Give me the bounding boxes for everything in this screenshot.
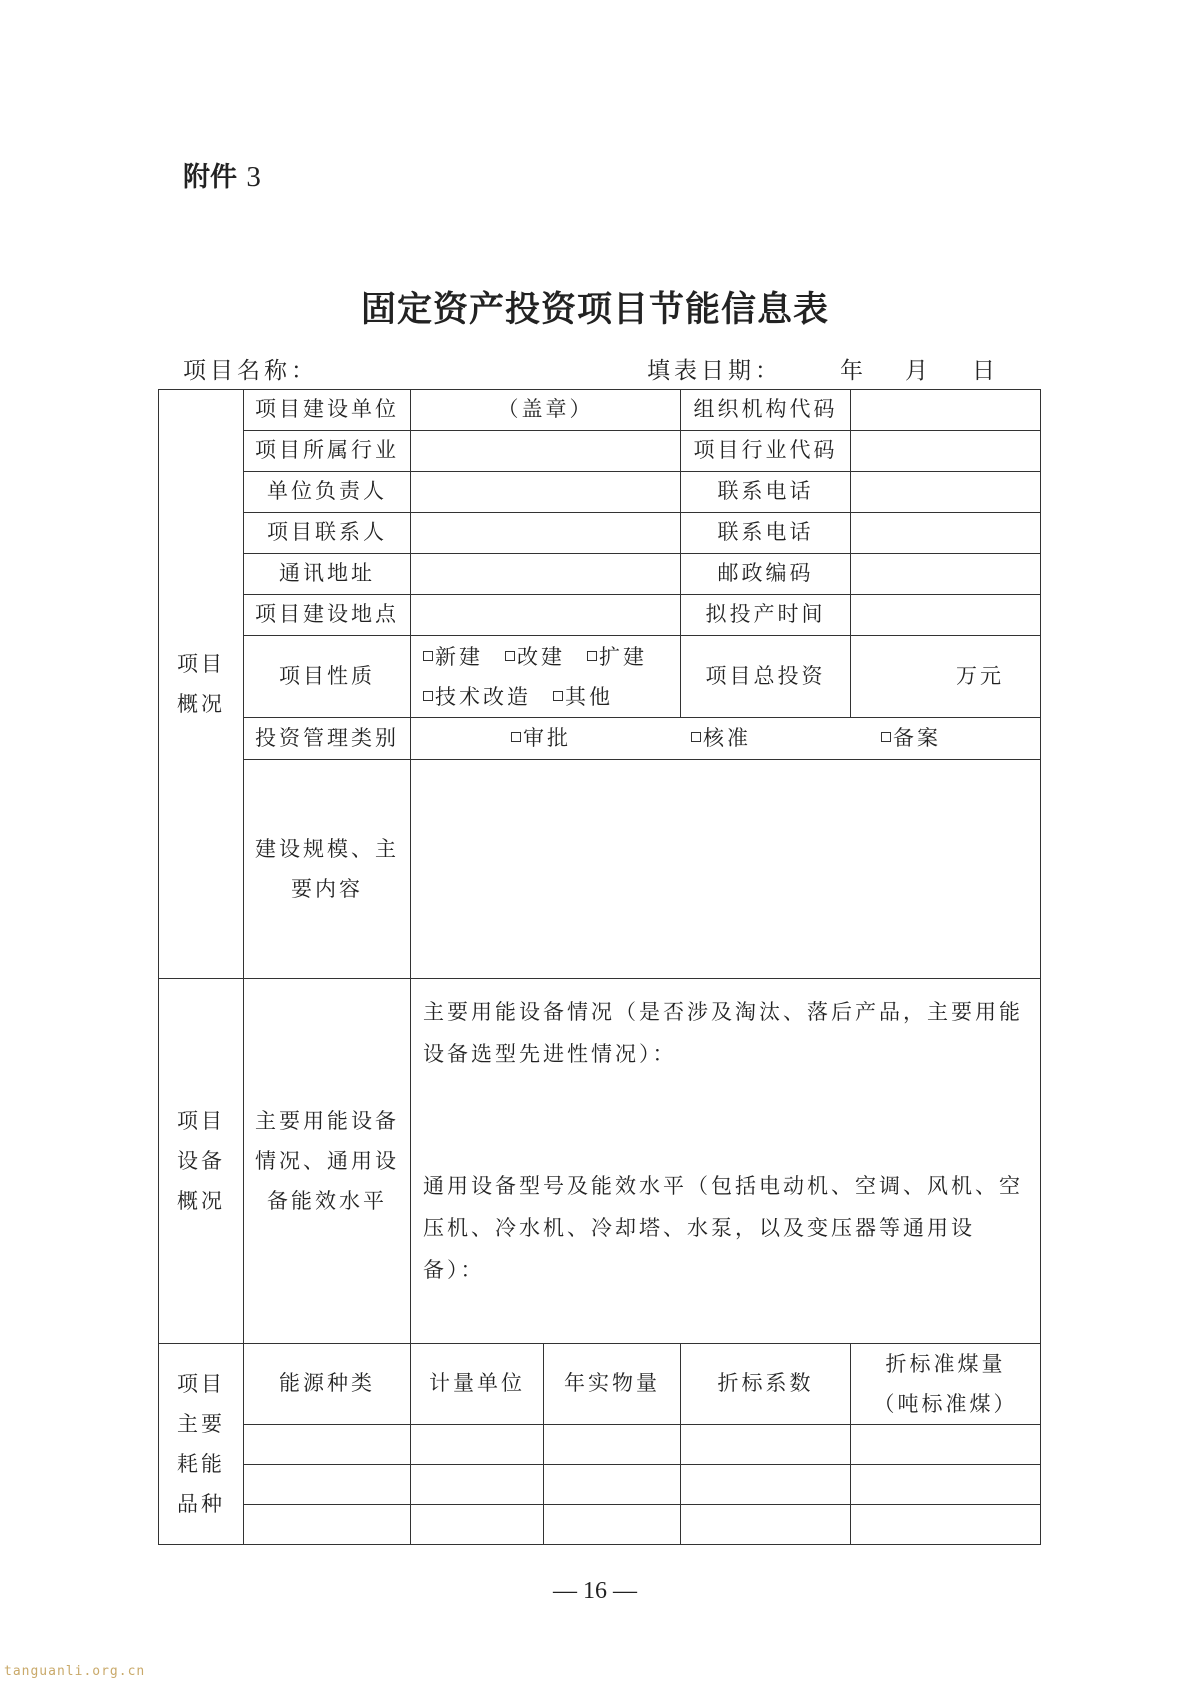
nature-options: [411, 636, 681, 718]
industry-code-field[interactable]: [851, 431, 1041, 472]
checkbox-new[interactable]: 新建: [423, 645, 483, 669]
checkbox-rebuild[interactable]: 改建: [505, 645, 565, 669]
project-name-label: 项目名称：: [183, 358, 318, 384]
equipment-field[interactable]: [411, 979, 1041, 1344]
energy-cell[interactable]: [681, 1505, 851, 1545]
section-energy-label: 项目 主要 耗能 品种: [159, 1344, 244, 1545]
day-label: 日: [972, 358, 999, 384]
person-field[interactable]: [411, 472, 681, 513]
row-energy-header: [159, 1344, 1041, 1425]
checkbox-filing[interactable]: 备案: [881, 726, 941, 750]
factor-header: 折标系数: [681, 1344, 851, 1425]
row-person: [159, 472, 1041, 513]
equipment-text-2: 通用设备型号及能效水平（包括电动机、空调、风机、空 压机、冷水机、冷却塔、水泵，以及变压器等通用设备）：: [423, 1174, 1023, 1282]
address-label: 通讯地址: [244, 554, 411, 595]
energy-cell[interactable]: [244, 1425, 411, 1465]
row-address: [159, 554, 1041, 595]
page-title: 固定资产投资项目节能信息表: [360, 289, 829, 330]
table-row: [159, 1425, 1041, 1465]
equipment-sub-label: 主要用能设备 情况、通用设 备能效水平: [244, 979, 411, 1344]
phone2-field[interactable]: [851, 513, 1041, 554]
location-label: 项目建设地点: [244, 595, 411, 636]
energy-cell[interactable]: [244, 1505, 411, 1545]
investment-label: 项目总投资: [681, 636, 851, 718]
energy-info-table: [158, 389, 1041, 1545]
energy-cell[interactable]: [681, 1425, 851, 1465]
scale-field[interactable]: [411, 760, 1041, 979]
location-field[interactable]: [411, 595, 681, 636]
production-time-field[interactable]: [851, 595, 1041, 636]
coal-header: 折标准煤量 （吨标准煤）: [851, 1344, 1041, 1425]
phone2-label: 联系电话: [681, 513, 851, 554]
postcode-field[interactable]: [851, 554, 1041, 595]
checkbox-tech-upgrade[interactable]: 技术改造: [423, 685, 531, 709]
postcode-label: 邮政编码: [681, 554, 851, 595]
energy-cell[interactable]: [244, 1465, 411, 1505]
row-nature: [159, 636, 1041, 718]
page-number: — 16 —: [553, 1578, 637, 1604]
industry-code-label: 项目行业代码: [681, 431, 851, 472]
energy-cell[interactable]: [681, 1465, 851, 1505]
org-code-label: 组织机构代码: [681, 390, 851, 431]
energy-cell[interactable]: [411, 1505, 544, 1545]
unit-label: 项目建设单位: [244, 390, 411, 431]
equipment-text-1: 主要用能设备情况（是否涉及淘汰、落后产品，主要用能 设备选型先进性情况）：: [423, 1000, 1023, 1066]
nature-label: 项目性质: [244, 636, 411, 718]
checkbox-expand[interactable]: 扩建: [587, 645, 647, 669]
energy-cell[interactable]: [544, 1425, 681, 1465]
energy-cell[interactable]: [544, 1465, 681, 1505]
watermark: tanguanli.org.cn: [4, 1664, 146, 1679]
person-label: 单位负责人: [244, 472, 411, 513]
phone1-field[interactable]: [851, 472, 1041, 513]
energy-cell[interactable]: [851, 1505, 1041, 1545]
fill-date: [647, 352, 999, 385]
row-mgmt: [159, 718, 1041, 760]
checkbox-other[interactable]: 其他: [553, 685, 613, 709]
checkbox-approve[interactable]: 审批: [511, 726, 571, 750]
unit-stamp-field[interactable]: （盖章）: [411, 390, 681, 431]
phone1-label: 联系电话: [681, 472, 851, 513]
investment-unit: 万元: [956, 663, 1004, 688]
scale-label: 建设规模、主 要内容: [244, 760, 411, 979]
contact-label: 项目联系人: [244, 513, 411, 554]
attachment-label: [183, 155, 261, 194]
energy-type-header: 能源种类: [244, 1344, 411, 1425]
production-time-label: 拟投产时间: [681, 595, 851, 636]
mgmt-options: [411, 718, 1041, 760]
energy-cell[interactable]: [851, 1465, 1041, 1505]
org-code-field[interactable]: [851, 390, 1041, 431]
annual-amount-header: 年实物量: [544, 1344, 681, 1425]
section-equipment-label: 项目 设备 概况: [159, 979, 244, 1344]
checkbox-verify[interactable]: 核准: [691, 726, 751, 750]
row-industry: [159, 431, 1041, 472]
table-row: [159, 1505, 1041, 1545]
contact-field[interactable]: [411, 513, 681, 554]
row-equipment: [159, 979, 1041, 1344]
energy-cell[interactable]: [851, 1425, 1041, 1465]
industry-label: 项目所属行业: [244, 431, 411, 472]
energy-cell[interactable]: [411, 1465, 544, 1505]
investment-field[interactable]: [851, 636, 1041, 718]
mgmt-label: 投资管理类别: [244, 718, 411, 760]
year-label: 年: [840, 358, 867, 384]
month-label: 月: [905, 358, 932, 384]
unit-header: 计量单位: [411, 1344, 544, 1425]
table-row: [159, 1465, 1041, 1505]
attachment-word: 附件: [183, 162, 237, 193]
row-location: [159, 595, 1041, 636]
energy-cell[interactable]: [544, 1505, 681, 1545]
row-contact: [159, 513, 1041, 554]
energy-cell[interactable]: [411, 1425, 544, 1465]
row-scale: [159, 760, 1041, 979]
industry-field[interactable]: [411, 431, 681, 472]
fill-date-label: 填表日期：: [647, 358, 782, 384]
attachment-number: 3: [246, 161, 261, 193]
section-overview-label: 项目 概况: [159, 390, 244, 979]
address-field[interactable]: [411, 554, 681, 595]
row-unit: [159, 390, 1041, 431]
